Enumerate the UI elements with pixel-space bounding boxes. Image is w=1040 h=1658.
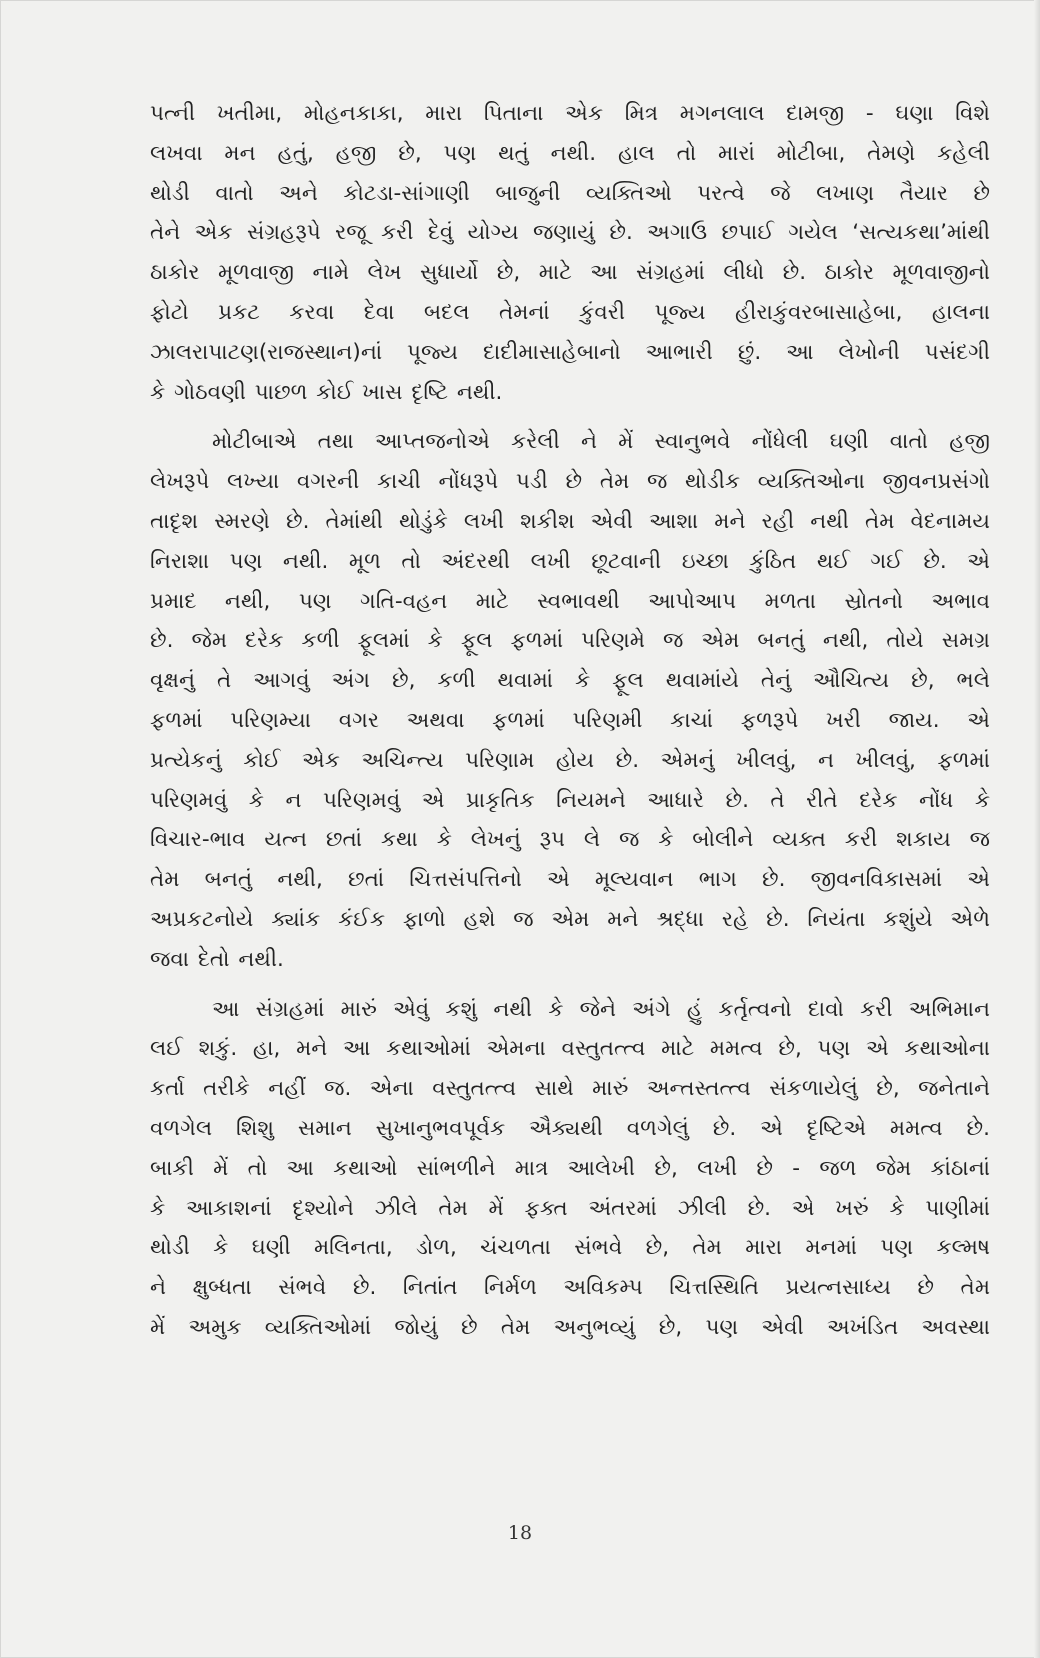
text-line: ફોટો પ્રકટ કરવા દેવા બદલ તેમનાં કુંવરી પૂજ્ય હીરાકુંવરબાસાહેબા, હાલના bbox=[150, 299, 990, 325]
paragraph-gap bbox=[150, 980, 990, 990]
text-line: છે. જેમ દરેક કળી ફૂલમાં કે ફૂલ ફળમાં પરિણમે જ એમ બનતું નથી, તોયે સમગ્ર bbox=[150, 628, 990, 654]
text-line: વળગેલ શિશુ સમાન સુખાનુભવપૂર્વક ઐક્યથી વળગેલું છે. એ દૃષ્ટિએ મમત્વ છે. bbox=[150, 1115, 990, 1141]
text-line: વિચાર-ભાવ યત્ન છતાં કથા કે લેખનું રૂપ લે જ કે બોલીને વ્યક્ત કરી શકાય જ bbox=[150, 827, 990, 853]
text-line: કે આકાશનાં દૃશ્યોને ઝીલે તેમ મેં ફક્ત અંતરમાં ઝીલી છે. એ ખરું કે પાણીમાં bbox=[150, 1195, 990, 1221]
text-line: ફળમાં પરિણમ્યા વગર અથવા ફળમાં પરિણમી કાચાં ફળરૂપે ખરી જાય. એ bbox=[150, 707, 990, 733]
text-line: ને ક્ષુબ્ધતા સંભવે છે. નિતાંત નિર્મળ અવિકમ્પ ચિત્તસ્થિતિ પ્રયત્નસાધ્ય છે તેમ bbox=[150, 1275, 990, 1301]
text-line: લઈ શકું. હા, મને આ કથાઓમાં એમના વસ્તુતત્ત્વ માટે મમત્વ છે, પણ એ કથાઓના bbox=[150, 1036, 990, 1062]
page-number: 18 bbox=[507, 1522, 533, 1544]
text-line: પરિણમવું કે ન પરિણમવું એ પ્રાકૃતિક નિયમને આધારે છે. તે રીતે દરેક નોંધ કે bbox=[150, 787, 990, 813]
text-line: કર્તા તરીકે નહીં જ. એના વસ્તુતત્ત્વ સાથે મારું અન્તસ્તત્ત્વ સંકળાયેલું છે, જનેતાને bbox=[150, 1076, 990, 1102]
text-line: પત્ની ખતીમા, મોહનકાકા, મારા પિતાના એક મિત્ર મગનલાલ દામજી - ઘણા વિશે bbox=[150, 101, 990, 126]
text-line: થોડી વાતો અને કોટડા-સાંગાણી બાજુની વ્યક્તિઓ પરત્વે જે લખાણ તૈયાર છે bbox=[150, 180, 990, 206]
text-line: લેખરૂપે લખ્યા વગરની કાચી નોંધરૂપે પડી છે તેમ જ થોડીક વ્યક્તિઓના જીવનપ્રસંગો bbox=[150, 469, 990, 495]
text-line: પ્રમાદ નથી, પણ ગતિ-વહન માટે સ્વભાવથી આપોઆપ મળતા સ્રોતનો અભાવ bbox=[150, 588, 990, 614]
text-line: ઝાલરાપાટણ(રાજસ્થાન)નાં પૂજ્ય દાદીમાસાહેબાનો આભારી છું. આ લેખોની પસંદગી bbox=[150, 339, 990, 365]
paragraph-2 bbox=[150, 422, 990, 979]
text-line: મોટીબાએ તથા આપ્તજનોએ કરેલી ને મેં સ્વાનુભવે નોંધેલી ઘણી વાતો હજી bbox=[212, 429, 990, 455]
text-line: પ્રત્યેકનું કોઈ એક અચિન્ત્ય પરિણામ હોય છે. એમનું ખીલવું, ન ખીલવું, ફળમાં bbox=[150, 747, 990, 773]
paragraph-3 bbox=[150, 990, 990, 1348]
paragraph-gap bbox=[150, 412, 990, 422]
body-text bbox=[150, 94, 990, 1348]
text-line: તેને એક સંગ્રહરૂપે રજૂ કરી દેવું યોગ્ય જણાયું છે. અગાઉ છપાઈ ગયેલ ‘સત્યકથા’માંથી bbox=[150, 220, 990, 246]
text-line: લખવા મન હતું, હજી છે, પણ થતું નથી. હાલ તો મારાં મોટીબા, તેમણે કહેલી bbox=[150, 140, 990, 166]
text-line: બાકી મેં તો આ કથાઓ સાંભળીને માત્ર આલેખી છે, લખી છે - જળ જેમ કાંઠાનાં bbox=[150, 1155, 990, 1181]
text-line: ઠાકોર મૂળવાજી નામે લેખ સુધાર્યો છે, માટે આ સંગ્રહમાં લીધો છે. ઠાકોર મૂળવાજીનો bbox=[150, 260, 990, 286]
text-line: કે ગોઠવણી પાછળ કોઈ ખાસ દૃષ્ટિ નથી. bbox=[150, 379, 503, 405]
text-line: વૃક્ષનું તે આગવું અંગ છે, કળી થવામાં કે ફૂલ થવામાંયે તેનું ઔચિત્ય છે, ભલે bbox=[150, 668, 990, 694]
text-line: તાદૃશ સ્મરણે છે. તેમાંથી થોડુંકે લખી શકીશ એવી આશા મને રહી નથી તેમ વેદનામય bbox=[150, 508, 990, 534]
text-line: મેં અમુક વ્યક્તિઓમાં જોયું છે તેમ અનુભવ્યું છે, પણ એવી અખંડિત અવસ્થા bbox=[150, 1314, 990, 1340]
text-line: અપ્રકટનોયે ક્યાંક કંઈક ફાળો હશે જ એમ મને શ્રદ્ધા રહે છે. નિયંતા કશુંયે એળે bbox=[150, 906, 990, 932]
text-line: જવા દેતો નથી. bbox=[150, 946, 284, 972]
text-line: થોડી કે ઘણી મલિનતા, ડોળ, ચંચળતા સંભવે છે, તેમ મારા મનમાં પણ કલ્મષ bbox=[150, 1235, 990, 1261]
page-edge bbox=[1034, 0, 1040, 1658]
text-line: નિરાશા પણ નથી. મૂળ તો અંદરથી લખી છૂટવાની ઇચ્છા કુંઠિત થઈ ગઈ છે. એ bbox=[150, 548, 990, 574]
text-line: તેમ બનતું નથી, છતાં ચિત્તસંપત્તિનો એ મૂલ્યવાન ભાગ છે. જીવનવિકાસમાં એ bbox=[150, 867, 990, 893]
paragraph-1 bbox=[150, 94, 990, 412]
text-line: આ સંગ્રહમાં મારું એવું કશું નથી કે જેને અંગે હું કર્તૃત્વનો દાવો કરી અભિમાન bbox=[212, 996, 990, 1022]
